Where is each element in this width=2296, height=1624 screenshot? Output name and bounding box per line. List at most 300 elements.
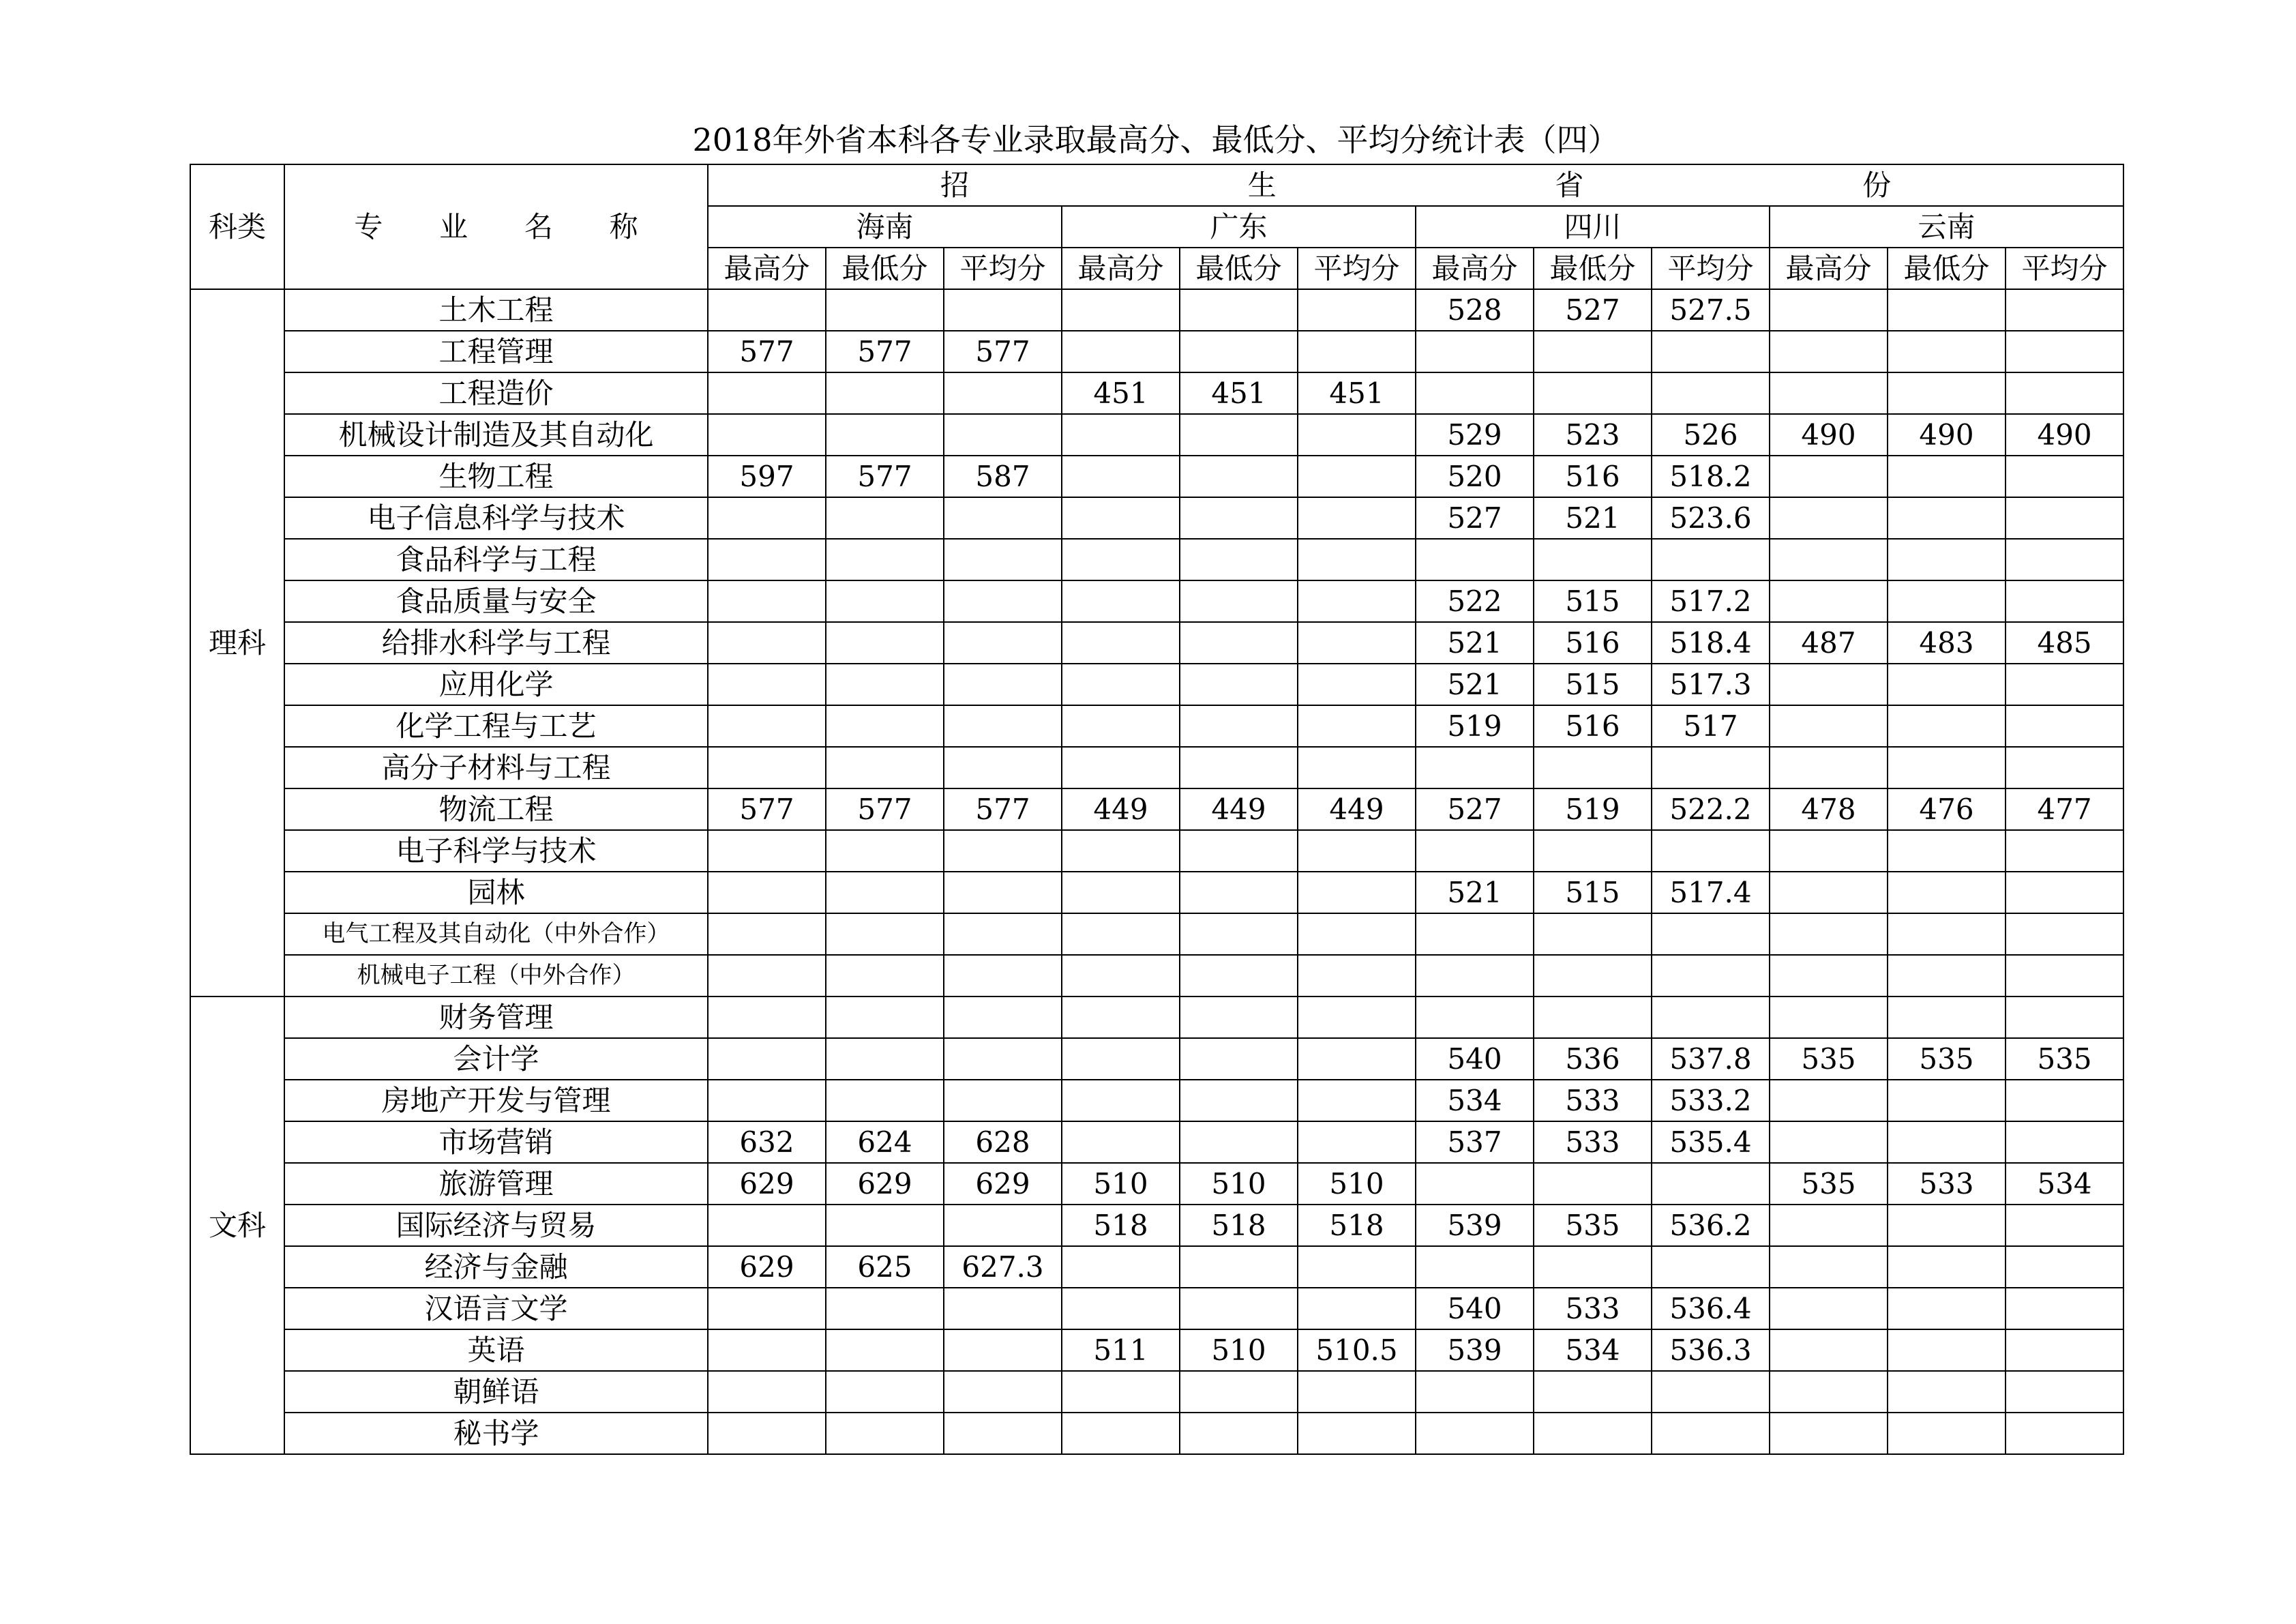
score-cell — [1770, 289, 1888, 331]
score-cell — [1062, 331, 1180, 372]
score-cell — [1298, 1246, 1416, 1288]
score-cell: 528 — [1416, 289, 1534, 331]
score-cell: 534 — [1416, 1080, 1534, 1121]
score-cell: 577 — [826, 331, 944, 372]
score-cell — [1298, 872, 1416, 913]
score-cell — [1298, 497, 1416, 539]
score-cell — [1062, 1038, 1180, 1080]
score-cell — [1298, 289, 1416, 331]
score-cell — [1770, 372, 1888, 414]
score-cell: 510 — [1298, 1163, 1416, 1205]
score-cell: 627.3 — [944, 1246, 1062, 1288]
score-cell: 529 — [1416, 414, 1534, 456]
table-row — [190, 1246, 2123, 1288]
header-major-char: 业 — [439, 210, 468, 243]
table-row — [190, 872, 2123, 913]
score-cell: 536.2 — [1652, 1205, 1770, 1246]
score-cell: 527 — [1416, 788, 1534, 830]
score-cell — [826, 1371, 944, 1413]
score-cell — [944, 955, 1062, 996]
score-cell — [1534, 830, 1652, 872]
score-cell — [1652, 747, 1770, 788]
score-cell: 577 — [944, 788, 1062, 830]
score-cell: 518 — [1062, 1205, 1180, 1246]
score-cell — [944, 872, 1062, 913]
score-cell — [1888, 372, 2006, 414]
score-cell — [2006, 705, 2123, 747]
score-cell — [1062, 913, 1180, 955]
score-cell — [1062, 664, 1180, 705]
score-cell: 537.8 — [1652, 1038, 1770, 1080]
score-cell — [1416, 996, 1534, 1038]
score-cell — [708, 1080, 826, 1121]
score-cell — [1180, 1288, 1298, 1329]
score-cell: 533 — [1534, 1080, 1652, 1121]
score-cell — [1888, 1371, 2006, 1413]
score-cell: 577 — [826, 788, 944, 830]
score-cell: 521 — [1416, 664, 1534, 705]
table-row — [190, 1329, 2123, 1371]
score-cell — [1652, 331, 1770, 372]
table-row — [190, 331, 2123, 372]
major-name-cell: 秘书学 — [284, 1413, 708, 1454]
score-cell — [1416, 372, 1534, 414]
score-cell — [1534, 331, 1652, 372]
score-cell: 521 — [1416, 622, 1534, 664]
score-cell — [1062, 830, 1180, 872]
score-cell: 515 — [1534, 872, 1652, 913]
table-row — [190, 1413, 2123, 1454]
score-cell — [1888, 1121, 2006, 1163]
header-category: 科类 — [190, 164, 284, 289]
score-cell: 517 — [1652, 705, 1770, 747]
header-metric: 最高分 — [708, 248, 826, 289]
score-cell — [944, 705, 1062, 747]
score-cell — [826, 955, 944, 996]
score-cell — [1652, 372, 1770, 414]
score-cell — [708, 497, 826, 539]
score-cell — [1062, 955, 1180, 996]
score-cell — [2006, 1246, 2123, 1288]
score-cell: 577 — [826, 456, 944, 497]
header-provinces-label — [709, 165, 2123, 205]
score-cell — [1180, 747, 1298, 788]
score-cell — [826, 830, 944, 872]
score-cell: 523 — [1534, 414, 1652, 456]
score-cell — [1416, 539, 1534, 580]
score-cell — [2006, 1329, 2123, 1371]
score-cell — [708, 1205, 826, 1246]
score-cell: 477 — [2006, 788, 2123, 830]
score-cell: 539 — [1416, 1329, 1534, 1371]
score-cell — [1888, 1080, 2006, 1121]
header-major-char: 专 — [354, 210, 383, 243]
score-cell — [1180, 1080, 1298, 1121]
score-cell — [708, 664, 826, 705]
score-cell: 521 — [1416, 872, 1534, 913]
score-cell — [1180, 913, 1298, 955]
score-cell — [1180, 622, 1298, 664]
score-cell — [1652, 1246, 1770, 1288]
score-cell — [1534, 1413, 1652, 1454]
score-cell: 516 — [1534, 705, 1652, 747]
score-cell — [944, 414, 1062, 456]
score-cell — [2006, 331, 2123, 372]
score-cell — [1062, 1080, 1180, 1121]
score-cell: 517.4 — [1652, 872, 1770, 913]
score-cell — [1416, 955, 1534, 996]
score-cell — [1888, 456, 2006, 497]
major-name-cell: 房地产开发与管理 — [284, 1080, 708, 1121]
score-cell: 597 — [708, 456, 826, 497]
score-cell: 522.2 — [1652, 788, 1770, 830]
score-cell — [1298, 913, 1416, 955]
score-cell — [2006, 372, 2123, 414]
score-cell — [1534, 1246, 1652, 1288]
score-cell — [944, 1038, 1062, 1080]
score-cell — [1770, 955, 1888, 996]
score-cell — [1770, 1246, 1888, 1288]
score-cell — [1888, 1288, 2006, 1329]
score-cell — [708, 1038, 826, 1080]
major-name-cell: 汉语言文学 — [284, 1288, 708, 1329]
major-name-cell: 机械电子工程（中外合作） — [284, 955, 708, 996]
score-cell — [1180, 1038, 1298, 1080]
score-cell — [826, 1205, 944, 1246]
score-cell: 535 — [1888, 1038, 2006, 1080]
score-cell — [1888, 705, 2006, 747]
score-cell — [1062, 1413, 1180, 1454]
major-name-cell: 市场营销 — [284, 1121, 708, 1163]
score-cell — [2006, 580, 2123, 622]
table-row — [190, 1121, 2123, 1163]
score-cell — [1062, 747, 1180, 788]
score-cell — [708, 414, 826, 456]
score-cell — [708, 622, 826, 664]
score-cell — [2006, 830, 2123, 872]
score-cell — [1180, 414, 1298, 456]
score-cell: 628 — [944, 1121, 1062, 1163]
score-cell — [1534, 955, 1652, 996]
score-cell — [1416, 331, 1534, 372]
score-cell — [1416, 747, 1534, 788]
table-row — [190, 289, 2123, 331]
score-cell — [1416, 913, 1534, 955]
header-province-yunnan: 云南 — [1770, 206, 2123, 248]
score-cell — [944, 830, 1062, 872]
score-cell — [708, 372, 826, 414]
score-cell — [2006, 456, 2123, 497]
header-metric: 最低分 — [1534, 248, 1652, 289]
score-cell: 539 — [1416, 1205, 1534, 1246]
table-row — [190, 705, 2123, 747]
score-cell — [826, 414, 944, 456]
score-cell: 527 — [1534, 289, 1652, 331]
score-cell — [944, 1205, 1062, 1246]
score-cell — [2006, 497, 2123, 539]
score-cell: 451 — [1180, 372, 1298, 414]
score-cell — [1888, 996, 2006, 1038]
table-row — [190, 1288, 2123, 1329]
score-cell — [1888, 1413, 2006, 1454]
score-cell — [826, 372, 944, 414]
score-cell — [2006, 1121, 2123, 1163]
score-cell: 533.2 — [1652, 1080, 1770, 1121]
header-metric: 平均分 — [1298, 248, 1416, 289]
header-metric: 最高分 — [1062, 248, 1180, 289]
score-cell: 587 — [944, 456, 1062, 497]
score-cell — [1770, 580, 1888, 622]
score-cell — [1298, 1413, 1416, 1454]
score-cell — [1770, 331, 1888, 372]
table-row — [190, 664, 2123, 705]
score-cell — [1062, 456, 1180, 497]
score-cell — [1062, 580, 1180, 622]
header-province-hainan: 海南 — [708, 206, 1062, 248]
header-metric: 最低分 — [1180, 248, 1298, 289]
score-cell — [1180, 955, 1298, 996]
score-cell — [1888, 872, 2006, 913]
score-cell: 519 — [1534, 788, 1652, 830]
score-cell — [1888, 664, 2006, 705]
score-cell: 535 — [1770, 1163, 1888, 1205]
score-cell — [1652, 1413, 1770, 1454]
score-cell — [1534, 1371, 1652, 1413]
score-cell: 449 — [1180, 788, 1298, 830]
score-cell — [1298, 622, 1416, 664]
score-cell: 511 — [1062, 1329, 1180, 1371]
score-cell — [2006, 1288, 2123, 1329]
score-cell — [1298, 747, 1416, 788]
header-major-char: 称 — [609, 210, 638, 243]
major-name-cell: 电子科学与技术 — [284, 830, 708, 872]
score-cell: 526 — [1652, 414, 1770, 456]
score-cell: 629 — [944, 1163, 1062, 1205]
header-metric: 平均分 — [1652, 248, 1770, 289]
score-cell — [826, 1288, 944, 1329]
score-cell — [1062, 414, 1180, 456]
major-name-cell: 旅游管理 — [284, 1163, 708, 1205]
score-cell — [1062, 1371, 1180, 1413]
score-cell — [1416, 1246, 1534, 1288]
score-cell — [944, 289, 1062, 331]
score-cell — [1180, 705, 1298, 747]
score-cell — [1180, 456, 1298, 497]
score-cell — [708, 539, 826, 580]
score-cell — [1180, 1246, 1298, 1288]
score-cell — [1770, 996, 1888, 1038]
score-cell: 537 — [1416, 1121, 1534, 1163]
score-cell — [708, 996, 826, 1038]
score-cell — [1416, 1371, 1534, 1413]
major-name-cell: 生物工程 — [284, 456, 708, 497]
score-cell: 629 — [708, 1163, 826, 1205]
score-cell — [1770, 1329, 1888, 1371]
score-cell — [1770, 664, 1888, 705]
score-cell — [1298, 456, 1416, 497]
score-cell — [1652, 1163, 1770, 1205]
score-cell — [1770, 497, 1888, 539]
score-cell — [1652, 539, 1770, 580]
score-cell — [944, 622, 1062, 664]
score-cell: 577 — [944, 331, 1062, 372]
category-cell: 文科 — [190, 996, 284, 1454]
table-body — [190, 164, 2123, 1454]
score-cell — [1888, 580, 2006, 622]
score-cell: 523.6 — [1652, 497, 1770, 539]
score-cell — [708, 1288, 826, 1329]
header-row-provinces-label — [190, 164, 2123, 206]
page-title: 2018年外省本科各专业录取最高分、最低分、平均分统计表（四） — [692, 121, 1620, 158]
score-cell — [944, 1080, 1062, 1121]
score-cell — [1652, 996, 1770, 1038]
table-row — [190, 913, 2123, 955]
score-cell: 516 — [1534, 456, 1652, 497]
score-cell — [708, 830, 826, 872]
score-cell — [1298, 664, 1416, 705]
score-cell — [1416, 830, 1534, 872]
score-cell — [2006, 289, 2123, 331]
score-cell — [1062, 539, 1180, 580]
score-cell — [826, 539, 944, 580]
score-cell: 520 — [1416, 456, 1534, 497]
score-cell — [1770, 1205, 1888, 1246]
score-cell: 517.3 — [1652, 664, 1770, 705]
score-cell — [1770, 747, 1888, 788]
score-cell — [1180, 1413, 1298, 1454]
major-name-cell: 英语 — [284, 1329, 708, 1371]
score-cell: 490 — [2006, 414, 2123, 456]
header-metric: 平均分 — [944, 248, 1062, 289]
score-cell — [944, 1329, 1062, 1371]
table-row — [190, 456, 2123, 497]
score-cell — [1062, 497, 1180, 539]
score-cell — [1062, 996, 1180, 1038]
score-cell — [1888, 497, 2006, 539]
header-provinces — [708, 164, 2123, 206]
score-cell — [944, 664, 1062, 705]
score-cell: 490 — [1770, 414, 1888, 456]
header-province-sichuan: 四川 — [1416, 206, 1770, 248]
major-name-cell: 高分子材料与工程 — [284, 747, 708, 788]
score-cell — [708, 1371, 826, 1413]
score-cell — [944, 913, 1062, 955]
score-cell — [1888, 955, 2006, 996]
score-cell — [1888, 913, 2006, 955]
score-cell — [826, 747, 944, 788]
score-cell: 536 — [1534, 1038, 1652, 1080]
score-cell — [944, 747, 1062, 788]
score-cell: 518 — [1180, 1205, 1298, 1246]
score-cell: 534 — [1534, 1329, 1652, 1371]
score-cell — [1888, 1329, 2006, 1371]
score-cell — [1062, 1246, 1180, 1288]
score-cell: 517.2 — [1652, 580, 1770, 622]
major-name-cell: 食品科学与工程 — [284, 539, 708, 580]
major-name-cell: 财务管理 — [284, 996, 708, 1038]
table-row — [190, 622, 2123, 664]
major-name-cell: 工程管理 — [284, 331, 708, 372]
score-cell — [1298, 1121, 1416, 1163]
score-cell — [826, 622, 944, 664]
table-row — [190, 955, 2123, 996]
header-major — [284, 164, 708, 289]
score-cell — [1180, 1121, 1298, 1163]
score-cell: 540 — [1416, 1288, 1534, 1329]
score-cell — [1180, 996, 1298, 1038]
score-cell — [1298, 1038, 1416, 1080]
score-cell — [1770, 539, 1888, 580]
score-cell: 518.2 — [1652, 456, 1770, 497]
score-cell — [708, 955, 826, 996]
header-metric: 最高分 — [1416, 248, 1534, 289]
score-cell — [708, 580, 826, 622]
table-row — [190, 414, 2123, 456]
score-cell — [708, 913, 826, 955]
score-cell — [708, 705, 826, 747]
table-row — [190, 539, 2123, 580]
score-cell: 451 — [1062, 372, 1180, 414]
score-cell: 487 — [1770, 622, 1888, 664]
score-cell — [1298, 539, 1416, 580]
score-cell — [1298, 1288, 1416, 1329]
score-cell — [1888, 1246, 2006, 1288]
score-cell: 522 — [1416, 580, 1534, 622]
score-cell — [1770, 456, 1888, 497]
score-cell — [826, 1080, 944, 1121]
major-name-cell: 化学工程与工艺 — [284, 705, 708, 747]
score-cell — [2006, 996, 2123, 1038]
score-cell — [1180, 1371, 1298, 1413]
major-name-cell: 应用化学 — [284, 664, 708, 705]
score-cell: 535 — [1770, 1038, 1888, 1080]
score-cell — [1888, 331, 2006, 372]
table-row — [190, 788, 2123, 830]
score-cell — [1298, 580, 1416, 622]
score-cell — [826, 580, 944, 622]
table-row — [190, 747, 2123, 788]
table-row — [190, 830, 2123, 872]
score-cell — [2006, 1371, 2123, 1413]
header-provinces-char: 省 — [1555, 168, 1584, 202]
score-cell — [826, 705, 944, 747]
major-name-cell: 工程造价 — [284, 372, 708, 414]
score-cell: 624 — [826, 1121, 944, 1163]
score-cell: 527.5 — [1652, 289, 1770, 331]
score-cell — [1298, 705, 1416, 747]
major-name-cell: 国际经济与贸易 — [284, 1205, 708, 1246]
score-cell — [1888, 747, 2006, 788]
header-provinces-char: 生 — [1247, 168, 1277, 202]
score-cell: 516 — [1534, 622, 1652, 664]
score-cell: 515 — [1534, 664, 1652, 705]
header-metric: 最低分 — [826, 248, 944, 289]
score-cell — [1770, 872, 1888, 913]
score-cell: 476 — [1888, 788, 2006, 830]
score-cell — [1298, 830, 1416, 872]
score-cell: 535 — [2006, 1038, 2123, 1080]
score-cell — [1534, 747, 1652, 788]
score-cell — [1534, 913, 1652, 955]
major-name-cell: 会计学 — [284, 1038, 708, 1080]
score-cell — [1062, 289, 1180, 331]
table-row — [190, 996, 2123, 1038]
score-cell: 518 — [1298, 1205, 1416, 1246]
score-cell — [2006, 1413, 2123, 1454]
score-cell: 577 — [708, 331, 826, 372]
score-cell — [1534, 539, 1652, 580]
score-cell — [1180, 664, 1298, 705]
